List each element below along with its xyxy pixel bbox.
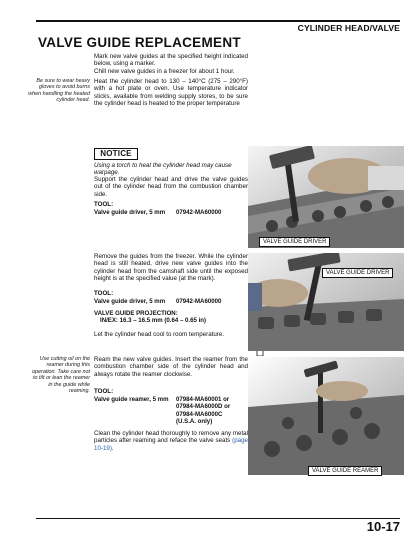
notice-text: Using a torch to heat the cylinder head may cause warpage.: [94, 162, 232, 177]
clean-end: .: [111, 444, 114, 452]
side-note-gloves: Be sure to wear heavy gloves to avoid burns when handling the heated cylinder head.: [28, 78, 90, 104]
tool-row-driver: [94, 298, 222, 305]
tool-number: 07984-MA6000D or: [176, 403, 231, 410]
tool-number: 07942-MA60000: [176, 209, 222, 216]
tool-name: Valve guide driver, 5 mm: [94, 298, 166, 305]
photo-reaming-guides: [248, 357, 404, 475]
tool-row-driver: [94, 209, 222, 216]
step-drive-out: Support the cylinder head and drive the valve guides out of the cylinder head from the combustion chamber side.: [94, 176, 248, 198]
clean-text: Clean the cylinder head thoroughly to remove any metal particles after reaming and reface the valve seats: [94, 430, 248, 445]
tool-row-reamer: [94, 396, 230, 403]
page-number: 10-17: [366, 519, 400, 534]
section-heading: CYLINDER HEAD/VALVE: [297, 23, 400, 33]
step-cool: Let the cylinder head cool to room temperature.: [94, 331, 225, 338]
step-clean: [94, 430, 248, 452]
projection-value: IN/EX: 16.3 – 16.5 mm (0.64 – 0.65 in): [100, 317, 207, 324]
callout-valve-guide-reamer: VALVE GUIDE REAMER: [308, 466, 382, 476]
callout-valve-guide-driver-1: VALVE GUIDE DRIVER: [259, 237, 330, 247]
tool-label: TOOL:: [94, 290, 114, 297]
page-reference-link[interactable]: (page 10-19): [94, 437, 248, 452]
callout-valve-guide-driver-2: VALVE GUIDE DRIVER: [322, 268, 393, 278]
footer-rule: [36, 518, 400, 519]
tool-number: 07984-MA6000C: [176, 411, 223, 418]
tool-name: Valve guide driver, 5 mm: [94, 209, 166, 216]
step-ream: Ream the new valve guides. Insert the reamer from the combustion chamber side of the cylinder head and always rotate the reamer clockwise.: [94, 356, 248, 378]
tool-label: TOOL:: [94, 388, 114, 395]
cylinder-head-photo: [248, 146, 404, 248]
cylinder-head-photo: [248, 357, 404, 475]
step-heat: Heat the cylinder head to 130 – 140°C (275 – 290°F) with a hot plate or oven. Use temperature indicator sticks, available from welding supply stores, to be sure the cylinder head is heated to the proper temperature: [94, 78, 248, 108]
projection-label: VALVE GUIDE PROJECTION:: [94, 310, 178, 317]
notice-label: NOTICE: [94, 148, 138, 160]
step-mark: Mark new valve guides at the specified height indicated below, using a marker.: [94, 53, 248, 68]
tool-number: 07942-MA60000: [176, 298, 222, 305]
tool-number: (U.S.A. only): [176, 418, 213, 425]
page-title: VALVE GUIDE REPLACEMENT: [38, 35, 241, 50]
header-rule: [36, 20, 400, 22]
tool-name: Valve guide reamer, 5 mm: [94, 396, 169, 403]
step-remove-and-drive-in: Remove the guides from the freezer. While the cylinder head is still heated, drive new valve guides into the cylinder head from the camshaft side until the exposed height is at the specified value (at the mark).: [94, 253, 248, 283]
side-note-cutting-oil: Use cutting oil on the reamer during this operation. Take care not to tilt or lean the reamer in the guide while reaming.: [32, 356, 90, 395]
step-chill: Chill new valve guides in a freezer for about 1 hour.: [94, 68, 235, 75]
photo-driving-out-guides: [248, 146, 404, 248]
tool-label: TOOL:: [94, 201, 114, 208]
tool-number: 07984-MA60001 or: [176, 396, 230, 403]
